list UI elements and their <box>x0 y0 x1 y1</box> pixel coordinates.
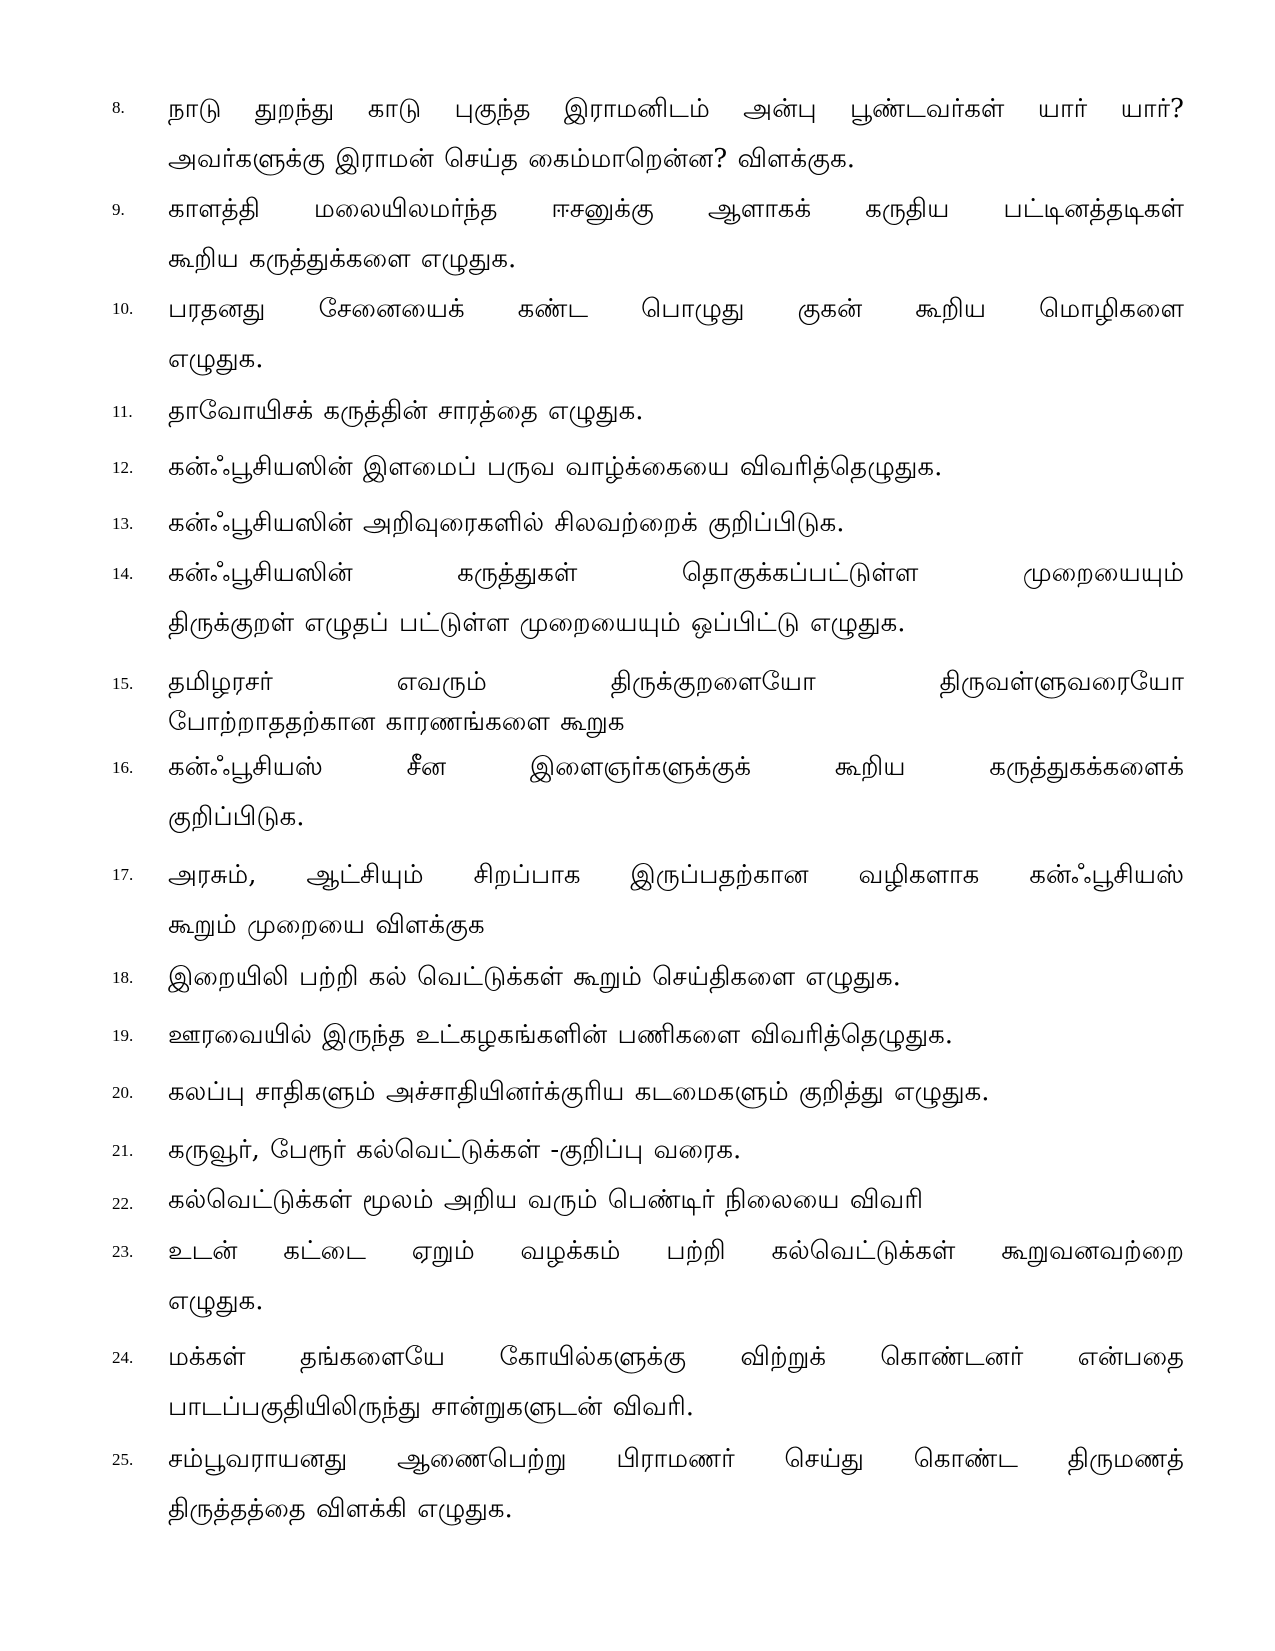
question-number: 22. <box>112 1194 134 1213</box>
question-text <box>168 442 1184 492</box>
question-line: ஊரவையில் இருந்த உட்கழகங்களின் பணிகளை விவரித்தெழுதுக. <box>168 1020 954 1050</box>
question-number: 8. <box>112 98 125 117</box>
question-line: கன்ஃபூசியஸின் அறிவுரைகளில் சிலவற்றைக் குறிப்பிடுக. <box>168 508 845 538</box>
question-line: நாடு துறந்து காடு புகுந்த இராமனிடம் அன்பு பூண்டவர்கள் யார் யார்? <box>168 94 1184 124</box>
question-text <box>168 1332 1184 1432</box>
question-number: 17. <box>112 865 134 884</box>
question-text <box>168 1125 1184 1175</box>
question-number: 21. <box>112 1141 134 1160</box>
question-number: 12. <box>112 458 134 477</box>
question-text <box>168 850 1184 950</box>
question-text <box>168 662 1184 742</box>
question-number: 11. <box>112 402 133 421</box>
question-number: 13. <box>112 514 134 533</box>
question-line: அரசும், ஆட்சியும் சிறப்பாக இருப்பதற்கான வழிகளாக கன்ஃபூசியஸ் <box>168 860 1184 890</box>
question-line: உடன் கட்டை ஏறும் வழக்கம் பற்றி கல்வெட்டுக்கள் கூறுவனவற்றை <box>168 1236 1184 1266</box>
question-line: கன்ஃபூசியஸின் கருத்துகள் தொகுக்கப்பட்டுள்ள முறையையும் <box>168 558 1184 588</box>
question-line: அவர்களுக்கு இராமன் செய்த கைம்மாறென்ன? விளக்குக. <box>168 144 855 174</box>
question-number: 24. <box>112 1348 134 1367</box>
question-line: கூறிய கருத்துக்களை எழுதுக. <box>168 244 517 274</box>
question-line: கன்ஃபூசியஸின் இளமைப் பருவ வாழ்க்கையை விவரித்தெழுதுக. <box>168 452 943 482</box>
question-text <box>168 386 1184 436</box>
question-line: திருக்குறள் எழுதப் பட்டுள்ள முறையையும் ஒப்பிட்டு எழுதுக. <box>168 608 906 638</box>
question-line: கல்வெட்டுக்கள் மூலம் அறிய வரும் பெண்டிர் நிலையை விவரி <box>168 1185 924 1215</box>
question-number: 20. <box>112 1083 134 1102</box>
question-text <box>168 184 1184 284</box>
question-text <box>168 952 1184 1002</box>
question-line: கன்ஃபூசியஸ் சீன இளைஞர்களுக்குக் கூறிய கருத்துகக்களைக் <box>168 752 1184 782</box>
question-line: மக்கள் தங்களையே கோயில்களுக்கு விற்றுக் கொண்டனர் என்பதை <box>168 1342 1184 1372</box>
question-line: தமிழரசர் எவரும் திருக்குறளையோ திருவள்ளுவரையோ <box>168 667 1184 697</box>
question-text <box>168 84 1184 184</box>
question-text <box>168 498 1184 548</box>
question-text <box>168 1434 1184 1534</box>
question-text <box>168 1226 1184 1326</box>
question-number: 9. <box>112 200 125 219</box>
question-line: பாடப்பகுதியிலிருந்து சான்றுகளுடன் விவரி. <box>168 1392 695 1422</box>
question-line: குறிப்பிடுக. <box>168 802 305 832</box>
question-number: 10. <box>112 299 134 318</box>
question-line: பரதனது சேனையைக் கண்ட பொழுது குகன் கூறிய மொழிகளை <box>168 294 1184 324</box>
question-line: காளத்தி மலையிலமர்ந்த ஈசனுக்கு ஆளாகக் கருதிய பட்டினத்தடிகள் <box>168 194 1184 224</box>
question-text <box>168 742 1184 842</box>
question-line: போற்றாததற்கான காரணங்களை கூறுக <box>168 707 625 737</box>
question-line: தாவோயிசக் கருத்தின் சாரத்தை எழுதுக. <box>168 396 644 426</box>
question-number: 23. <box>112 1242 134 1261</box>
question-text <box>168 284 1184 384</box>
question-number: 16. <box>112 758 134 777</box>
question-number: 19. <box>112 1026 134 1045</box>
question-text <box>168 548 1184 648</box>
question-line: கூறும் முறையை விளக்குக <box>168 910 485 940</box>
question-text <box>168 1010 1184 1060</box>
question-text <box>168 1180 1184 1220</box>
question-line: சம்பூவராயனது ஆணைபெற்று பிராமணர் செய்து கொண்ட திருமணத் <box>168 1444 1184 1474</box>
question-line: திருத்தத்தை விளக்கி எழுதுக. <box>168 1494 513 1524</box>
question-number: 15. <box>112 674 134 693</box>
question-line: இறையிலி பற்றி கல் வெட்டுக்கள் கூறும் செய்திகளை எழுதுக. <box>168 962 901 992</box>
question-line: கருவூர், பேரூர் கல்வெட்டுக்கள் -குறிப்பு வரைக. <box>168 1135 742 1165</box>
question-number: 14. <box>112 564 134 583</box>
question-line: எழுதுக. <box>168 1286 264 1316</box>
question-number: 25. <box>112 1450 134 1469</box>
question-line: எழுதுக. <box>168 344 264 374</box>
question-line: கலப்பு சாதிகளும் அச்சாதியினர்க்குரிய கடமைகளும் குறித்து எழுதுக. <box>168 1077 990 1107</box>
question-text <box>168 1067 1184 1117</box>
question-number: 18. <box>112 968 134 987</box>
